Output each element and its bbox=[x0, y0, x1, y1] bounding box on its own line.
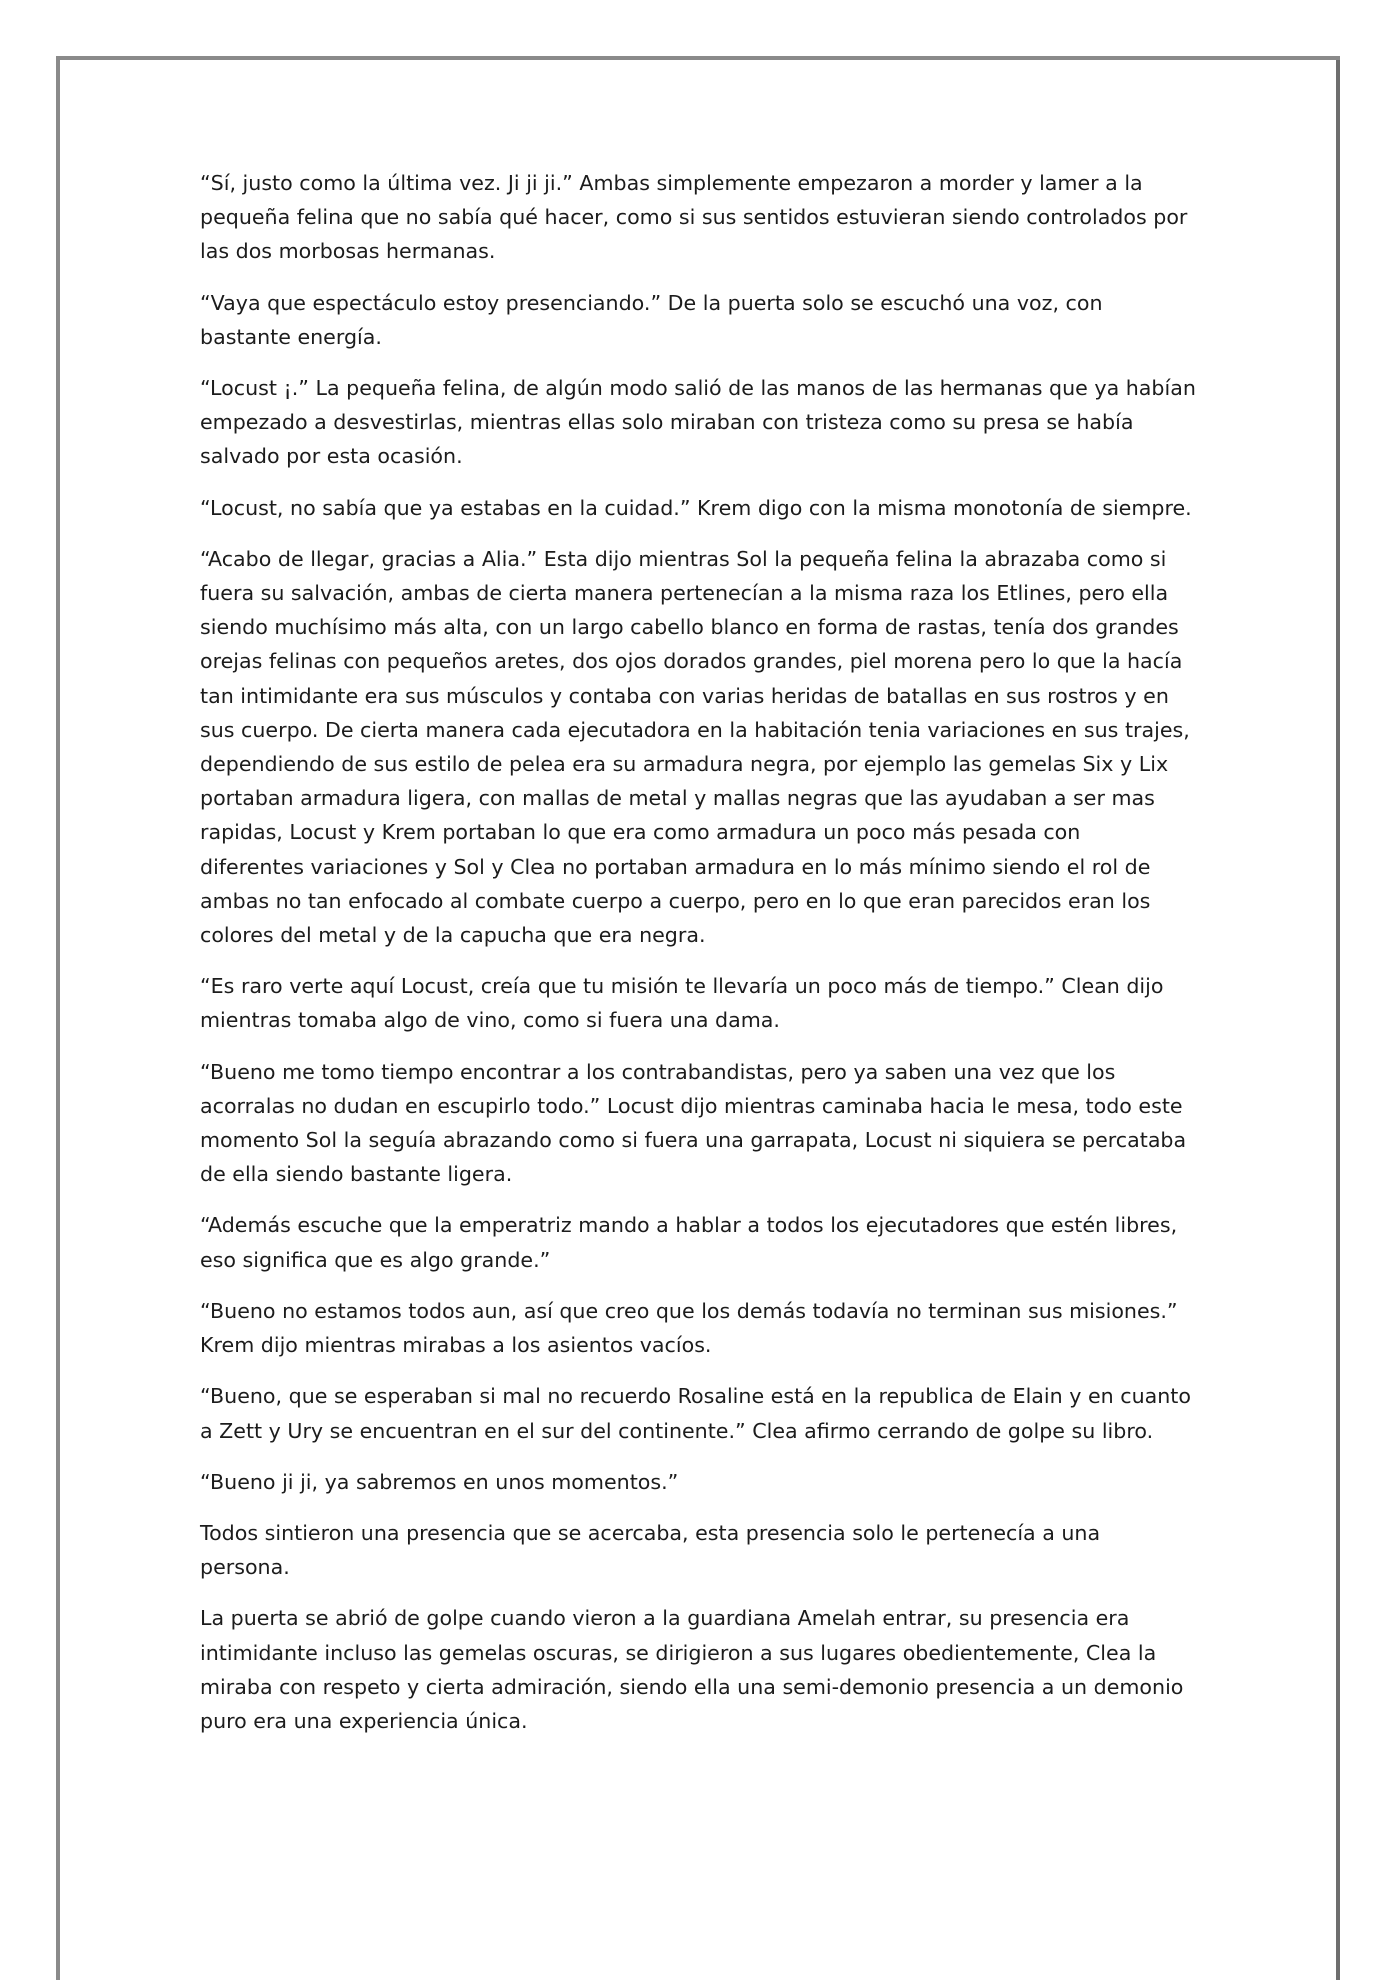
paragraph: Todos sintieron una presencia que se acercaba, esta presencia solo le pertenecía a una persona. bbox=[200, 1520, 1101, 1580]
paragraph: “Bueno no estamos todos aun, así que creo que los demás todavía no terminan sus misiones.” Krem dijo mientras mirabas a los asientos vacíos. bbox=[200, 1298, 1178, 1358]
paragraph: “Bueno me tomo tiempo encontrar a los contrabandistas, pero ya saben una vez que los acorralas no dudan en escupirlo todo.” Locust dijo mientras caminaba hacia le mesa, todo este momento Sol la seguía abrazando como si fuera una garrapata, Locust ni siquiera se percataba de ella siendo bastante ligera. bbox=[200, 1059, 1187, 1187]
paragraph: “Sí, justo como la última vez. Ji ji ji.” Ambas simplemente empezaron a morder y lamer a la pequeña felina que no sabía qué hacer, como si sus sentidos estuvieran siendo controlados por las dos morbosas hermanas. bbox=[200, 171, 1188, 264]
paragraph: “Es raro verte aquí Locust, creía que tu misión te llevaría un poco más de tiempo.” Clean dijo mientras tomaba algo de vino, como si fuera una dama. bbox=[200, 974, 1164, 1033]
paragraph: “Acabo de llegar, gracias a Alia.” Esta dijo mientras Sol la pequeña felina la abrazaba como si fuera su salvación, ambas de cierta manera pertenecían a la misma raza los Etlines, pero ella siendo muchísimo más alta, con un largo cabello blanco en forma de rastas, tenía dos grandes orejas felinas con pequeños aretes, dos ojos dorados grandes, piel morena pero lo que la hacía tan intimidante era sus músculos y contaba con varias heridas de batallas en sus rostros y en sus cuerpo. De cierta manera cada ejecutadora en la habitación tenia variaciones en sus trajes, dependiendo de sus estilo de pelea era su armadura negra, por ejemplo las gemelas Six y Lix portaban armadura ligera, con mallas de metal y mallas negras que las ayudaban a ser mas rapidas, Locust y Krem portaban lo que era como armadura un poco más pesada con diferentes variaciones y Sol y Clea no portaban armadura en lo más mínimo siendo el rol de ambas no tan enfocado al combate cuerpo a cuerpo, pero en lo que eran parecidos eran los colores del metal y de la capucha que era negra. bbox=[200, 546, 1190, 948]
paragraph: “Vaya que espectáculo estoy presenciando.” De la puerta solo se escuchó una voz, con bastante energía. bbox=[200, 290, 1103, 349]
paragraph: “Locust, no sabía que ya estabas en la cuidad.” Krem digo con la misma monotonía de siempre. bbox=[200, 495, 1192, 520]
paragraph: “Locust ¡.” La pequeña felina, de algún modo salió de las manos de las hermanas que ya habían empezado a desvestirlas, mientras ellas solo miraban con tristeza como su presa se había salvado por esta ocasión. bbox=[200, 376, 1196, 469]
paragraph: La puerta se abrió de golpe cuando vieron a la guardiana Amelah entrar, su presencia era intimidante incluso las gemelas oscuras, se dirigieron a sus lugares obedientemente, Clea la miraba con respeto y cierta admiración, siendo ella una semi-demonio presencia a un demonio puro era una experiencia única. bbox=[200, 1606, 1184, 1733]
paragraph: “Bueno ji ji, ya sabremos en unos momentos.” bbox=[200, 1469, 679, 1494]
paragraph: “Además escuche que la emperatriz mando a hablar a todos los ejecutadores que estén libres, eso significa que es algo grande.” bbox=[200, 1213, 1178, 1272]
document-body bbox=[200, 166, 1210, 1755]
paragraph: “Bueno, que se esperaban si mal no recuerdo Rosaline está en la republica de Elain y en cuanto a Zett y Ury se encuentran en el sur del continente.” Clea afirmo cerrando de golpe su libro. bbox=[200, 1384, 1191, 1443]
